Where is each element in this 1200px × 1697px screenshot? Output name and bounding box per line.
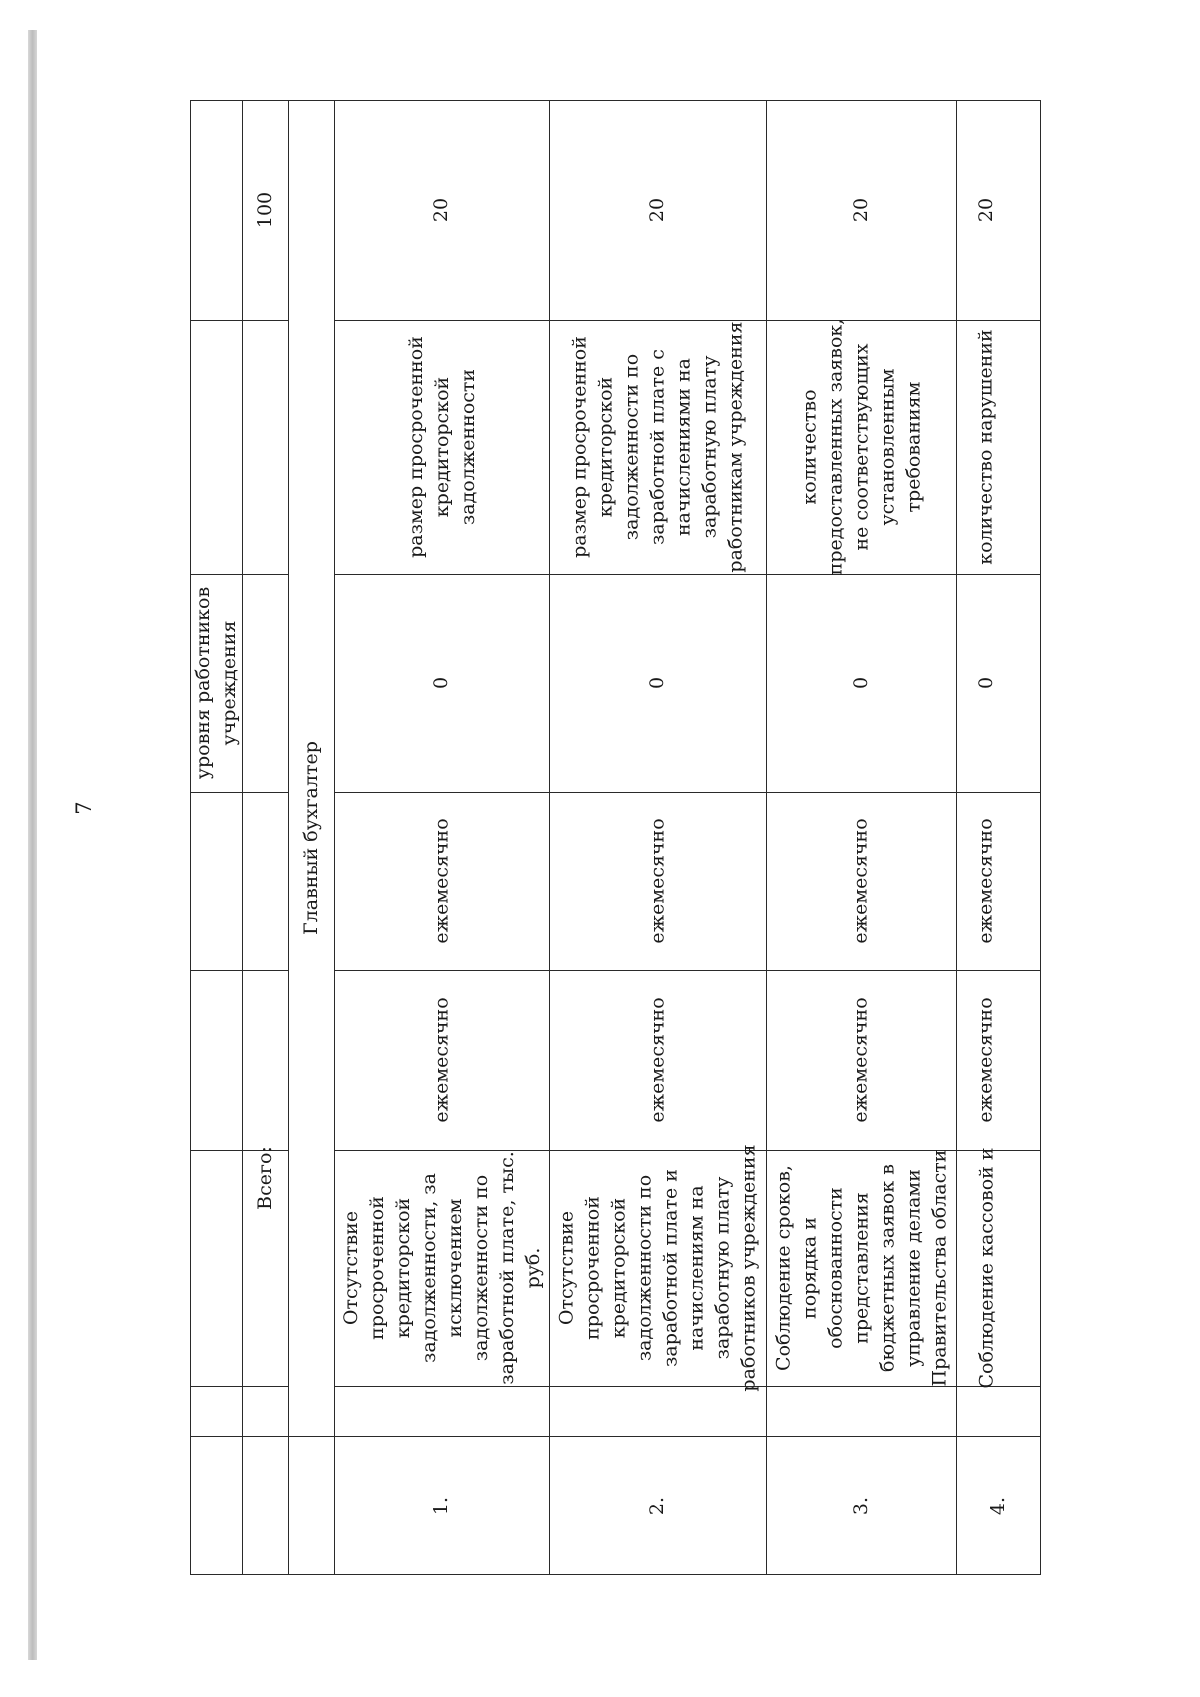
column-divider xyxy=(190,1386,288,1387)
criterion-cell: Соблюдение кассовой и xyxy=(975,1147,998,1389)
points-cell: 20 xyxy=(975,197,997,223)
row-number: 3. xyxy=(849,1496,872,1515)
criterion-cell: Соблюдение сроков, порядка и обоснованности представления бюджетных заявок в управление делами Правительства области xyxy=(772,1149,950,1387)
periodicity-cell: ежемесячно xyxy=(850,997,872,1123)
row-number: 2. xyxy=(646,1496,669,1515)
row-number: 4. xyxy=(987,1496,1010,1515)
points-cell: 20 xyxy=(430,197,453,223)
target-value-cell: 0 xyxy=(975,676,997,690)
periodicity-cell: ежемесячно xyxy=(975,997,997,1123)
periodicity-cell: ежемесячно xyxy=(850,818,872,944)
page-number: 7 xyxy=(72,801,96,815)
periodicity-cell: ежемесячно xyxy=(975,818,997,944)
total-label: Всего: xyxy=(254,1146,276,1210)
column-divider xyxy=(190,792,288,793)
periodicity-cell: ежемесячно xyxy=(430,997,453,1123)
row-number: 1. xyxy=(430,1496,453,1515)
target-value-cell: 0 xyxy=(646,676,669,690)
indicator-cell: количество предоставленных заявок, не соответствующих установленным требованиям xyxy=(798,318,925,576)
criterion-cell: Отсутствие просроченной кредиторской задолженности, за исключением задолженности по заработной плате, тыс. руб. xyxy=(339,1151,544,1385)
points-cell: 20 xyxy=(646,197,669,223)
criterion-cell: Отсутствие просроченной кредиторской задолженности по заработной плате и начислениям на заработную плату работников учреждения xyxy=(555,1144,760,1392)
target-value-cell: 0 xyxy=(850,676,872,690)
indicator-cell: размер просроченной кредиторской задолженности по заработной плате с начислениями на заработную плату работникам учреждения xyxy=(568,321,747,573)
indicator-cell: размер просроченной кредиторской задолженности xyxy=(404,336,479,558)
column-divider xyxy=(190,320,288,321)
periodicity-cell: ежемесячно xyxy=(430,818,453,944)
points-cell: 20 xyxy=(850,197,872,223)
scan-edge-shadow xyxy=(28,30,37,1660)
indicator-cell: количество нарушений xyxy=(975,329,998,565)
total-value: 100 xyxy=(253,191,276,229)
target-value-cell: 0 xyxy=(430,676,453,690)
periodicity-cell: ежемесячно xyxy=(646,818,669,944)
periodicity-cell: ежемесячно xyxy=(646,997,669,1123)
header-cell-level: уровня работников учреждения xyxy=(192,586,241,780)
section-title: Главный бухгалтер xyxy=(300,740,322,935)
